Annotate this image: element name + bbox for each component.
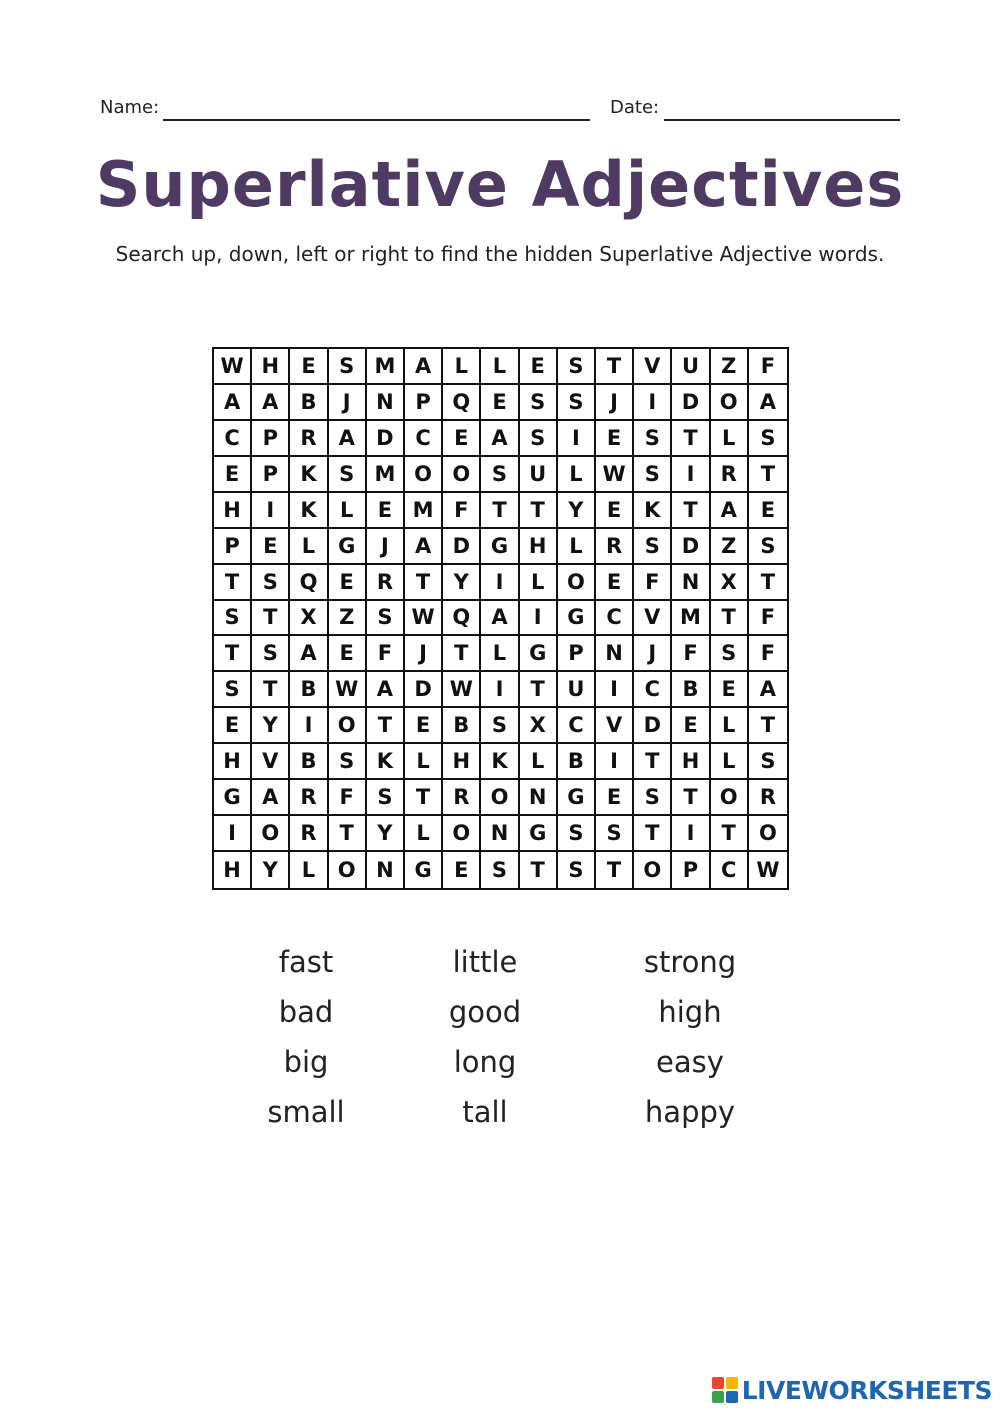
grid-cell[interactable]: T — [596, 349, 634, 385]
grid-cell[interactable]: E — [443, 852, 481, 888]
grid-cell[interactable]: F — [329, 780, 367, 816]
grid-cell[interactable]: I — [290, 708, 328, 744]
grid-cell[interactable]: A — [252, 385, 290, 421]
grid-cell[interactable]: J — [405, 636, 443, 672]
grid-cell[interactable]: A — [329, 421, 367, 457]
grid-cell[interactable]: I — [252, 493, 290, 529]
date-field[interactable] — [664, 119, 900, 121]
grid-cell[interactable]: V — [634, 349, 672, 385]
word-bank-item: small — [267, 1095, 345, 1129]
grid-cell[interactable]: V — [252, 744, 290, 780]
grid-cell[interactable]: E — [672, 708, 710, 744]
grid-cell[interactable]: T — [672, 493, 710, 529]
grid-cell[interactable]: Y — [367, 816, 405, 852]
name-field[interactable] — [163, 119, 590, 121]
grid-cell[interactable]: P — [558, 636, 596, 672]
grid-cell[interactable]: N — [672, 565, 710, 601]
grid-cell[interactable]: Q — [290, 565, 328, 601]
grid-cell[interactable]: T — [367, 708, 405, 744]
grid-cell[interactable]: H — [520, 529, 558, 565]
grid-cell[interactable]: F — [749, 349, 787, 385]
grid-cell[interactable]: S — [634, 421, 672, 457]
grid-cell[interactable]: F — [749, 636, 787, 672]
grid-cell[interactable]: E — [596, 565, 634, 601]
word-bank-item: fast — [278, 945, 334, 979]
grid-cell[interactable]: H — [443, 744, 481, 780]
page-title: Superlative Adjectives — [95, 148, 905, 221]
grid-cell[interactable]: L — [711, 744, 749, 780]
grid-cell[interactable]: S — [367, 601, 405, 637]
grid-cell[interactable]: R — [290, 780, 328, 816]
grid-cell[interactable]: S — [481, 457, 519, 493]
grid-cell[interactable]: A — [749, 672, 787, 708]
grid-cell[interactable]: S — [520, 385, 558, 421]
word-bank-item: strong — [643, 945, 737, 979]
grid-cell[interactable]: B — [443, 708, 481, 744]
grid-cell[interactable]: S — [481, 852, 519, 888]
grid-cell[interactable]: O — [443, 457, 481, 493]
grid-cell[interactable]: T — [749, 565, 787, 601]
grid-cell[interactable]: U — [520, 457, 558, 493]
grid-cell[interactable]: E — [711, 672, 749, 708]
grid-cell[interactable]: I — [481, 672, 519, 708]
grid-cell[interactable]: C — [634, 672, 672, 708]
grid-cell[interactable]: X — [290, 601, 328, 637]
grid-cell[interactable]: Z — [329, 601, 367, 637]
grid-cell[interactable]: I — [481, 565, 519, 601]
grid-cell[interactable]: R — [443, 780, 481, 816]
grid-cell[interactable]: W — [329, 672, 367, 708]
grid-cell[interactable]: D — [367, 421, 405, 457]
grid-cell[interactable]: L — [558, 529, 596, 565]
grid-cell[interactable]: T — [252, 601, 290, 637]
grid-cell[interactable]: O — [443, 816, 481, 852]
grid-cell[interactable]: M — [405, 493, 443, 529]
word-bank-item: long — [453, 1045, 517, 1079]
grid-cell[interactable]: L — [405, 816, 443, 852]
grid-cell[interactable]: Y — [558, 493, 596, 529]
grid-cell[interactable]: X — [520, 708, 558, 744]
grid-cell[interactable]: S — [634, 529, 672, 565]
grid-cell[interactable]: A — [290, 636, 328, 672]
grid-cell[interactable]: O — [711, 385, 749, 421]
grid-cell[interactable]: S — [749, 744, 787, 780]
word-bank-item: little — [452, 945, 518, 979]
word-bank-item: good — [448, 995, 522, 1029]
grid-cell[interactable]: P — [672, 852, 710, 888]
grid-cell[interactable]: E — [329, 565, 367, 601]
grid-cell[interactable]: S — [749, 421, 787, 457]
grid-cell[interactable]: I — [672, 816, 710, 852]
grid-cell[interactable]: P — [252, 457, 290, 493]
grid-cell[interactable]: E — [596, 780, 634, 816]
grid-cell[interactable]: O — [405, 457, 443, 493]
grid-cell[interactable]: K — [290, 457, 328, 493]
grid-cell[interactable]: G — [558, 780, 596, 816]
grid-cell[interactable]: T — [329, 816, 367, 852]
grid-cell[interactable]: T — [405, 780, 443, 816]
grid-cell[interactable]: L — [443, 349, 481, 385]
grid-cell[interactable]: W — [405, 601, 443, 637]
grid-cell[interactable]: A — [214, 385, 252, 421]
grid-cell[interactable]: E — [596, 493, 634, 529]
grid-cell[interactable]: H — [214, 744, 252, 780]
grid-cell[interactable]: L — [481, 636, 519, 672]
grid-cell[interactable]: S — [329, 457, 367, 493]
grid-cell[interactable]: T — [672, 780, 710, 816]
grid-cell[interactable]: W — [756, 858, 780, 883]
grid-cell[interactable]: R — [596, 529, 634, 565]
logo-blocks-icon — [712, 1377, 738, 1403]
grid-cell[interactable]: I — [214, 816, 252, 852]
grid-cell[interactable]: E — [290, 349, 328, 385]
grid-cell[interactable]: N — [596, 636, 634, 672]
grid-cell[interactable]: A — [711, 493, 749, 529]
grid-cell[interactable]: G — [558, 601, 596, 637]
grid-cell[interactable]: T — [672, 421, 710, 457]
grid-cell[interactable]: E — [214, 708, 252, 744]
grid-cell[interactable]: R — [290, 816, 328, 852]
grid-cell[interactable]: A — [367, 672, 405, 708]
grid-cell[interactable]: J — [367, 529, 405, 565]
grid-cell[interactable]: H — [214, 493, 252, 529]
grid-cell[interactable]: L — [290, 529, 328, 565]
grid-cell[interactable]: L — [711, 708, 749, 744]
grid-cell[interactable]: F — [749, 601, 787, 637]
grid-cell[interactable]: V — [634, 601, 672, 637]
grid-cell[interactable]: A — [405, 529, 443, 565]
grid-cell[interactable]: Q — [443, 385, 481, 421]
grid-cell[interactable]: S — [596, 816, 634, 852]
grid-cell[interactable]: H — [252, 349, 290, 385]
grid-cell[interactable]: G — [520, 636, 558, 672]
grid-cell[interactable]: N — [367, 852, 405, 888]
grid-cell[interactable]: S — [214, 601, 252, 637]
grid-cell[interactable]: T — [252, 672, 290, 708]
grid-cell[interactable]: E — [214, 457, 252, 493]
grid-cell[interactable]: G — [214, 780, 252, 816]
grid-cell[interactable]: L — [520, 744, 558, 780]
grid-cell[interactable]: L — [329, 493, 367, 529]
grid-cell[interactable]: C — [214, 421, 252, 457]
grid-cell[interactable]: E — [520, 349, 558, 385]
grid-cell[interactable]: T — [520, 852, 558, 888]
grid-cell[interactable]: D — [405, 672, 443, 708]
grid-cell[interactable]: X — [711, 565, 749, 601]
grid-cell[interactable]: D — [634, 708, 672, 744]
grid-cell[interactable]: T — [214, 565, 252, 601]
grid-cell[interactable]: I — [558, 421, 596, 457]
grid-cell[interactable]: I — [596, 744, 634, 780]
grid-cell[interactable]: Y — [443, 565, 481, 601]
grid-cell[interactable]: S — [634, 780, 672, 816]
grid-cell[interactable]: P — [214, 529, 252, 565]
grid-cell[interactable]: S — [481, 708, 519, 744]
instructions: Search up, down, left or right to find the hidden Superlative Adjective words. — [115, 242, 885, 266]
grid-cell[interactable]: G — [329, 529, 367, 565]
grid-cell[interactable]: C — [596, 601, 634, 637]
grid-cell[interactable]: S — [558, 349, 596, 385]
grid-cell[interactable]: Z — [711, 529, 749, 565]
grid-cell[interactable]: W — [443, 672, 481, 708]
grid-cell[interactable]: K — [367, 744, 405, 780]
grid-cell[interactable]: I — [520, 601, 558, 637]
grid-cell[interactable]: H — [672, 744, 710, 780]
grid-cell[interactable]: E — [252, 529, 290, 565]
logo-text: LIVEWORKSHEETS — [741, 1375, 992, 1405]
grid-cell[interactable]: J — [596, 385, 634, 421]
grid-cell[interactable]: T — [711, 601, 749, 637]
grid-cell[interactable]: K — [634, 493, 672, 529]
grid-cell[interactable]: F — [672, 636, 710, 672]
grid-cell[interactable]: G — [481, 529, 519, 565]
grid-cell[interactable]: O — [749, 816, 787, 852]
grid-cell[interactable]: T — [520, 493, 558, 529]
grid-cell[interactable]: L — [558, 457, 596, 493]
word-bank-item: high — [658, 995, 722, 1029]
grid-cell[interactable]: C — [711, 852, 749, 888]
grid-cell[interactable]: U — [558, 672, 596, 708]
grid-cell[interactable]: M — [672, 601, 710, 637]
grid-cell[interactable]: M — [367, 349, 405, 385]
grid-cell[interactable]: H — [214, 852, 252, 888]
grid-cell[interactable]: N — [520, 780, 558, 816]
grid-cell[interactable]: F — [367, 636, 405, 672]
word-bank-item: tall — [462, 1095, 508, 1129]
grid-cell[interactable]: T — [634, 816, 672, 852]
grid-cell[interactable]: F — [634, 565, 672, 601]
grid-cell[interactable]: S — [329, 744, 367, 780]
grid-cell[interactable]: Q — [443, 601, 481, 637]
grid-cell[interactable]: A — [481, 421, 519, 457]
grid-cell[interactable]: T — [214, 636, 252, 672]
date-label: Date: — [610, 97, 660, 118]
grid-cell[interactable]: T — [520, 672, 558, 708]
grid-cell[interactable]: S — [367, 780, 405, 816]
grid-cell[interactable]: K — [481, 744, 519, 780]
grid-cell[interactable]: T — [443, 636, 481, 672]
grid-cell[interactable]: S — [558, 816, 596, 852]
grid-cell[interactable]: G — [405, 852, 443, 888]
grid-cell[interactable]: E — [596, 421, 634, 457]
grid-cell[interactable]: O — [711, 780, 749, 816]
grid-cell[interactable]: T — [596, 852, 634, 888]
name-label: Name: — [100, 97, 160, 118]
grid-cell[interactable]: T — [481, 493, 519, 529]
grid-cell[interactable]: J — [329, 385, 367, 421]
grid-cell[interactable]: S — [558, 385, 596, 421]
grid-cell[interactable]: S — [214, 672, 252, 708]
grid-cell[interactable]: I — [596, 672, 634, 708]
grid-cell[interactable]: R — [749, 780, 787, 816]
grid-cell[interactable]: E — [481, 385, 519, 421]
grid-cell[interactable]: T — [634, 744, 672, 780]
grid-cell[interactable]: A — [405, 349, 443, 385]
grid-cell[interactable]: D — [443, 529, 481, 565]
grid-cell[interactable]: O — [329, 708, 367, 744]
grid-cell[interactable]: A — [749, 385, 787, 421]
grid-cell[interactable]: O — [252, 816, 290, 852]
grid-cell[interactable]: Y — [252, 708, 290, 744]
grid-cell[interactable]: A — [481, 601, 519, 637]
grid-cell[interactable]: W — [214, 349, 252, 385]
grid-cell[interactable]: S — [749, 529, 787, 565]
grid-cell[interactable]: B — [290, 385, 328, 421]
grid-cell[interactable]: E — [443, 421, 481, 457]
grid-cell[interactable]: R — [711, 457, 749, 493]
grid-cell[interactable]: Y — [252, 852, 290, 888]
grid-cell[interactable]: U — [672, 349, 710, 385]
grid-cell[interactable]: E — [405, 708, 443, 744]
grid-cell[interactable]: B — [290, 672, 328, 708]
grid-cell[interactable]: A — [252, 780, 290, 816]
grid-cell[interactable]: L — [290, 852, 328, 888]
grid-cell[interactable]: O — [329, 852, 367, 888]
grid-cell[interactable]: B — [558, 744, 596, 780]
grid-cell[interactable]: S — [252, 565, 290, 601]
word-bank-item: happy — [644, 1095, 736, 1129]
grid-cell[interactable]: Z — [711, 349, 749, 385]
grid-cell[interactable]: S — [520, 421, 558, 457]
grid-cell[interactable]: P — [252, 421, 290, 457]
grid-cell[interactable]: F — [443, 493, 481, 529]
grid-cell[interactable]: J — [634, 636, 672, 672]
grid-cell[interactable]: C — [558, 708, 596, 744]
word-search-grid — [212, 347, 789, 890]
grid-cell[interactable]: L — [711, 421, 749, 457]
word-bank-item: bad — [278, 995, 334, 1029]
liveworksheets-logo — [712, 1374, 992, 1406]
grid-cell[interactable]: I — [634, 385, 672, 421]
grid-cell[interactable]: E — [367, 493, 405, 529]
grid-cell[interactable]: L — [520, 565, 558, 601]
grid-cell[interactable]: G — [520, 816, 558, 852]
grid-cell[interactable]: N — [367, 385, 405, 421]
word-bank-item: big — [283, 1045, 329, 1079]
grid-cell[interactable]: L — [405, 744, 443, 780]
grid-cell[interactable]: K — [290, 493, 328, 529]
word-bank-item: easy — [656, 1045, 724, 1079]
grid-cell[interactable]: W — [596, 457, 634, 493]
grid-cell[interactable]: B — [672, 672, 710, 708]
grid-cell[interactable]: L — [481, 349, 519, 385]
grid-cell[interactable]: T — [405, 565, 443, 601]
grid-cell[interactable]: R — [367, 565, 405, 601]
grid-cell[interactable]: T — [749, 708, 787, 744]
grid-cell[interactable]: N — [481, 816, 519, 852]
grid-cell[interactable]: S — [252, 636, 290, 672]
grid-cell[interactable]: I — [672, 457, 710, 493]
grid-cell[interactable]: M — [367, 457, 405, 493]
grid-cell[interactable]: T — [749, 457, 787, 493]
grid-cell[interactable]: B — [290, 744, 328, 780]
grid-cell[interactable]: S — [329, 349, 367, 385]
grid-cell[interactable]: O — [634, 852, 672, 888]
grid-cell[interactable]: E — [329, 636, 367, 672]
grid-cell[interactable]: S — [711, 636, 749, 672]
grid-cell[interactable]: O — [558, 565, 596, 601]
grid-cell[interactable]: T — [711, 816, 749, 852]
grid-cell[interactable]: C — [405, 421, 443, 457]
grid-cell[interactable]: P — [405, 385, 443, 421]
grid-cell[interactable]: S — [634, 457, 672, 493]
grid-cell[interactable]: S — [558, 852, 596, 888]
grid-cell[interactable]: R — [290, 421, 328, 457]
grid-cell[interactable]: V — [596, 708, 634, 744]
grid-cell[interactable]: E — [749, 493, 787, 529]
grid-cell[interactable]: D — [672, 529, 710, 565]
grid-cell[interactable]: O — [481, 780, 519, 816]
grid-cell[interactable]: D — [672, 385, 710, 421]
